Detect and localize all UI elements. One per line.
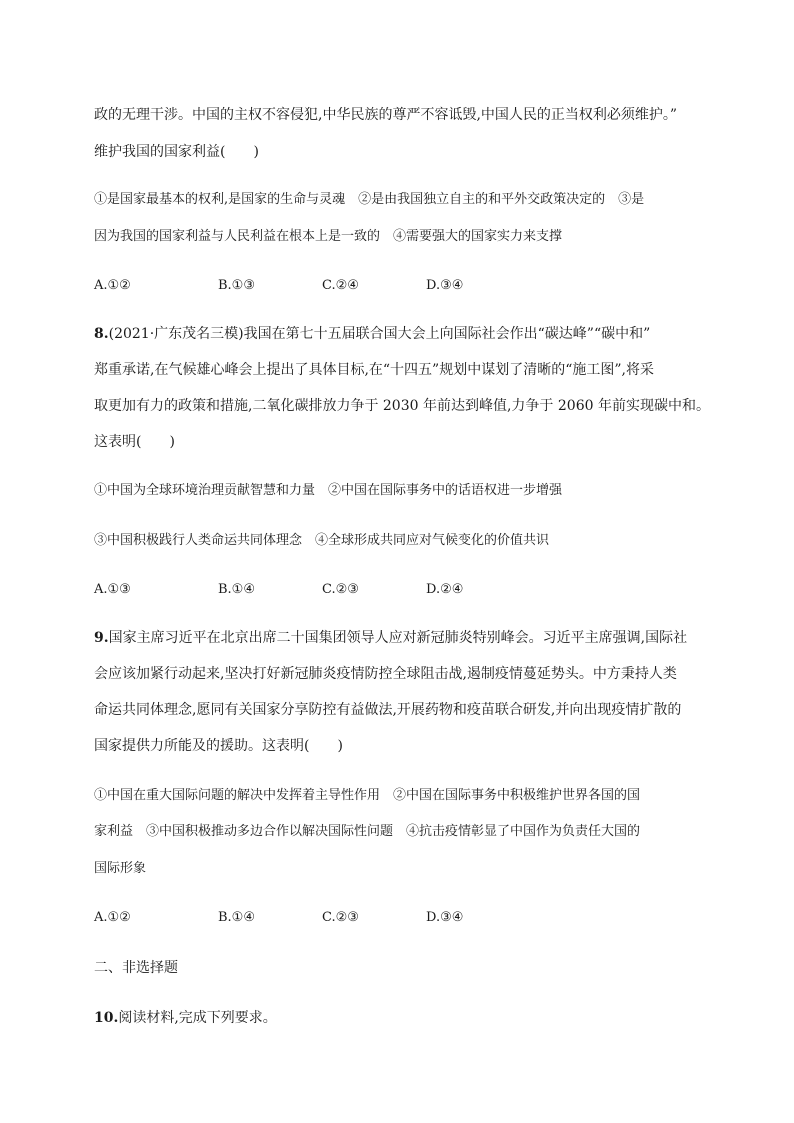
q9-text-line-1-body: 国家主席习近平在北京出席二十国集团领导人应对新冠肺炎特别峰会。习近平主席强调,国际社 xyxy=(108,630,688,646)
q7-statements-line-1: ①是国家最基本的权利,是国家的生命与灵魂 ②是由我国独立自主的和平外交政策决定的 ③是 xyxy=(94,192,645,207)
q8-text-line-1-body: (2021·广东茂名三模)我国在第七十五届联合国大会上向国际社会作出“碳达峰”“碳中和” xyxy=(108,326,651,342)
q9-text-line-2: 会应该加紧行动起来,坚决打好新冠肺炎疫情防控全球阻击战,遏制疫情蔓延势头。中方秉持人类 xyxy=(94,666,677,682)
q9-number: 9. xyxy=(94,630,109,646)
section-heading-non-choice: 二、非选择题 xyxy=(94,960,178,976)
q9-option-d[interactable]: D.③④ xyxy=(426,910,464,925)
q10-number: 10. xyxy=(94,1010,119,1026)
q8-text-line-3: 取更加有力的政策和措施,二氧化碳排放力争于 2030 年前达到峰值,力争于 2060 年前实现碳中和。 xyxy=(94,398,710,414)
q7-option-d[interactable]: D.③④ xyxy=(426,278,464,293)
q8-text-line-2: 郑重承诺,在气候雄心峰会上提出了具体目标,在“十四五”规划中谋划了清晰的“施工图”,将采 xyxy=(94,362,654,378)
q7-option-a[interactable]: A.①② xyxy=(94,278,131,293)
q9-option-a[interactable]: A.①② xyxy=(94,910,131,925)
q10-text xyxy=(94,1008,277,1028)
q9-statements-line-3: 国际形象 xyxy=(94,861,147,876)
q7-option-c[interactable]: C.②④ xyxy=(322,278,359,293)
q10-text-body: 阅读材料,完成下列要求。 xyxy=(118,1010,277,1026)
q8-statements-line-2: ③中国积极践行人类命运共同体理念 ④全球形成共同应对气候变化的价值共识 xyxy=(94,533,550,548)
q9-option-c[interactable]: C.②③ xyxy=(322,910,359,925)
q7-text-line-1: 政的无理干涉。中国的主权不容侵犯,中华民族的尊严不容诋毁,中国人民的正当权利必须维护。” xyxy=(94,107,678,123)
q7-statements-line-2: 因为我国的国家利益与人民利益在根本上是一致的 ④需要强大的国家实力来支撑 xyxy=(94,229,563,244)
q8-option-c[interactable]: C.②③ xyxy=(322,582,359,597)
q9-text-line-4: 国家提供力所能及的援助。这表明( ) xyxy=(94,738,343,754)
q9-option-b[interactable]: B.①④ xyxy=(218,910,255,925)
q8-number: 8. xyxy=(94,326,109,342)
q7-option-b[interactable]: B.①③ xyxy=(218,278,255,293)
q8-option-b[interactable]: B.①④ xyxy=(218,582,255,597)
q7-text-line-2: 维护我国的国家利益( ) xyxy=(94,144,259,160)
q8-option-d[interactable]: D.②④ xyxy=(426,582,464,597)
q8-option-a[interactable]: A.①③ xyxy=(94,582,131,597)
q9-text-line-3: 命运共同体理念,愿同有关国家分享防控有益做法,开展药物和疫苗联合研发,并向出现疫情扩散的 xyxy=(94,702,682,718)
q9-text-line-1 xyxy=(94,628,687,648)
q8-text-line-1 xyxy=(94,324,650,344)
q9-statements-line-1: ①中国在重大国际问题的解决中发挥着主导性作用 ②中国在国际事务中积极维护世界各国的国 xyxy=(94,788,641,803)
q9-statements-line-2: 家利益 ③中国积极推动多边合作以解决国际性问题 ④抗击疫情彰显了中国作为负责任大国的 xyxy=(94,824,641,839)
q8-text-line-4: 这表明( ) xyxy=(94,434,175,450)
q8-statements-line-1: ①中国为全球环境治理贡献智慧和力量 ②中国在国际事务中的话语权进一步增强 xyxy=(94,483,563,498)
